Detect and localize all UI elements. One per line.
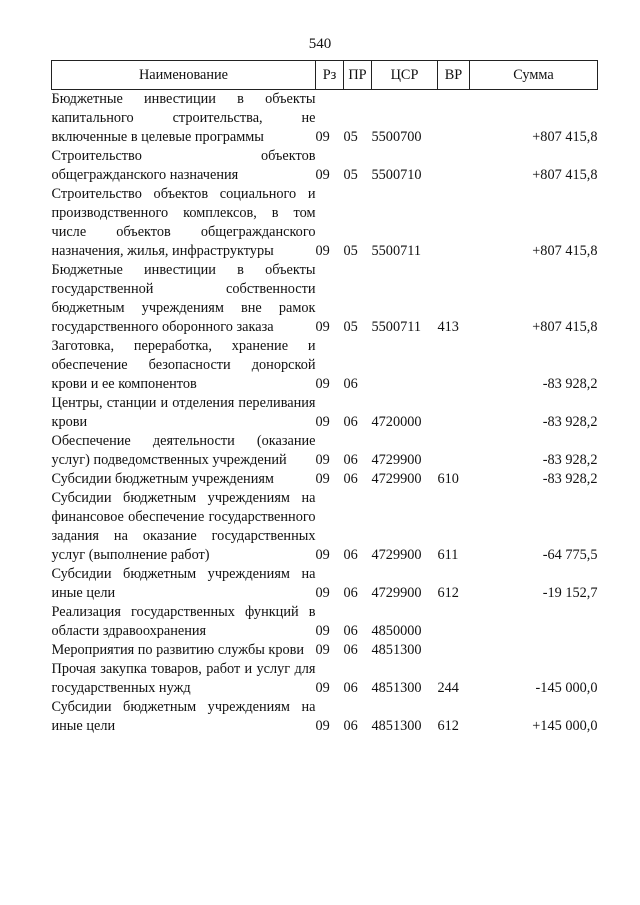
- row-name: Субсидии бюджетным учреждениям на иные цели: [51, 699, 316, 734]
- row-name: Прочая закупка товаров, работ и услуг для государственных нужд: [51, 661, 316, 696]
- row-rz: 09: [315, 243, 330, 259]
- row-name: Мероприятия по развитию службы крови: [51, 642, 305, 658]
- row-name: Центры, станции и отделения переливания крови: [51, 395, 316, 430]
- row-vr: [438, 603, 470, 641]
- row-pr: 05: [343, 243, 358, 259]
- row-sum: +807 415,8: [532, 243, 598, 259]
- table-row: [52, 641, 598, 660]
- row-pr: 06: [343, 623, 358, 639]
- row-name: Строительство объектов социального и производственного комплексов, в том числе объектов общегражданского назначения, жилья, инфраструктуры: [51, 186, 316, 259]
- table-row: [52, 470, 598, 489]
- row-sum: -145 000,0: [535, 680, 598, 696]
- header-row: [52, 61, 598, 90]
- row-pr: 05: [343, 129, 358, 145]
- row-csr: 4729900: [371, 452, 422, 468]
- row-vr: [438, 394, 470, 432]
- row-csr: 4851300: [371, 680, 422, 696]
- row-pr: 06: [343, 642, 358, 658]
- row-csr: 5500711: [371, 243, 422, 259]
- row-vr: [438, 90, 470, 148]
- table-row: [52, 489, 598, 565]
- row-vr: [438, 147, 470, 185]
- row-rz: 09: [315, 167, 330, 183]
- table-row: [52, 261, 598, 337]
- row-rz: 09: [315, 414, 330, 430]
- row-rz: 09: [315, 680, 330, 696]
- row-csr: 4851300: [371, 718, 422, 734]
- row-sum: [470, 603, 598, 641]
- row-sum: -83 928,2: [542, 376, 598, 392]
- row-pr: 06: [343, 585, 358, 601]
- row-vr: 612: [437, 718, 459, 734]
- row-vr: 611: [437, 547, 459, 563]
- row-pr: 05: [343, 167, 358, 183]
- row-vr: 413: [437, 319, 459, 335]
- table-row: [52, 394, 598, 432]
- row-vr: [438, 432, 470, 470]
- row-sum: +145 000,0: [532, 718, 598, 734]
- row-vr: [438, 641, 470, 660]
- row-sum: -19 152,7: [542, 585, 598, 601]
- row-csr: 4729900: [371, 471, 422, 487]
- table-row: [52, 432, 598, 470]
- table-row: [52, 90, 598, 148]
- row-pr: 06: [343, 452, 358, 468]
- table-header: [52, 61, 598, 90]
- header-sum: Сумма: [470, 61, 598, 90]
- table-row: [52, 698, 598, 736]
- budget-table: [51, 60, 598, 736]
- row-rz: 09: [315, 718, 330, 734]
- row-vr: [438, 337, 470, 394]
- row-pr: 06: [343, 471, 358, 487]
- table-row: [52, 603, 598, 641]
- row-csr: 4850000: [371, 623, 422, 639]
- table-row: [52, 337, 598, 394]
- row-csr: 4729900: [371, 547, 422, 563]
- row-vr: 610: [437, 471, 459, 487]
- table-row: [52, 147, 598, 185]
- page-number: 540: [308, 36, 332, 52]
- row-csr: 4851300: [371, 642, 422, 658]
- row-rz: 09: [315, 585, 330, 601]
- table-row: [52, 660, 598, 698]
- row-sum: +807 415,8: [532, 319, 598, 335]
- table-row: [52, 565, 598, 603]
- row-rz: 09: [315, 547, 330, 563]
- row-name: Обеспечение деятельности (оказание услуг) подведомственных учреждений: [51, 433, 316, 468]
- row-rz: 09: [315, 623, 330, 639]
- row-rz: 09: [315, 376, 330, 392]
- row-rz: 09: [315, 452, 330, 468]
- row-sum: -83 928,2: [542, 452, 598, 468]
- row-name: Субсидии бюджетным учреждениям: [51, 471, 274, 487]
- row-rz: 09: [315, 471, 330, 487]
- row-csr: 5500710: [371, 167, 422, 183]
- row-pr: 06: [343, 547, 358, 563]
- row-pr: 06: [343, 414, 358, 430]
- row-name: Субсидии бюджетным учреждениям на финансовое обеспечение государственного задания на оказание государственных услуг (выполнение работ): [51, 490, 316, 563]
- table-row: [52, 185, 598, 261]
- row-vr: 612: [437, 585, 459, 601]
- row-name: Субсидии бюджетным учреждениям на иные цели: [51, 566, 316, 601]
- row-sum: [470, 641, 598, 660]
- row-name: Заготовка, переработка, хранение и обеспечение безопасности донорской крови и ее компонентов: [51, 338, 316, 392]
- row-name: Строительство объектов общегражданского назначения: [51, 148, 316, 183]
- row-pr: 06: [343, 680, 358, 696]
- row-csr: 5500711: [371, 319, 422, 335]
- row-name: Бюджетные инвестиции в объекты государственной собственности бюджетным учреждениям вне рамок государственного оборонного заказа: [51, 262, 316, 335]
- row-csr: 4729900: [371, 585, 422, 601]
- table-body: [52, 90, 598, 737]
- row-pr: 06: [343, 376, 358, 392]
- row-csr: [372, 337, 438, 394]
- row-rz: 09: [315, 129, 330, 145]
- row-pr: 06: [343, 718, 358, 734]
- row-sum: -83 928,2: [542, 414, 598, 430]
- row-sum: +807 415,8: [532, 167, 598, 183]
- header-pr: ПР: [344, 61, 372, 90]
- header-rz: Рз: [316, 61, 344, 90]
- row-sum: -64 775,5: [542, 547, 598, 563]
- header-name: Наименование: [52, 61, 316, 90]
- row-sum: -83 928,2: [542, 471, 598, 487]
- header-vr: ВР: [438, 61, 470, 90]
- row-vr: 244: [437, 680, 459, 696]
- row-vr: [438, 185, 470, 261]
- row-name: Реализация государственных функций в области здравоохранения: [51, 604, 316, 639]
- row-sum: +807 415,8: [532, 129, 598, 145]
- row-rz: 09: [315, 319, 330, 335]
- row-pr: 05: [343, 319, 358, 335]
- row-csr: 4720000: [371, 414, 422, 430]
- row-name: Бюджетные инвестиции в объекты капитального строительства, не включенные в целевые программы: [51, 91, 316, 145]
- row-csr: 5500700: [371, 129, 422, 145]
- row-rz: 09: [315, 642, 330, 658]
- header-csr: ЦСР: [372, 61, 438, 90]
